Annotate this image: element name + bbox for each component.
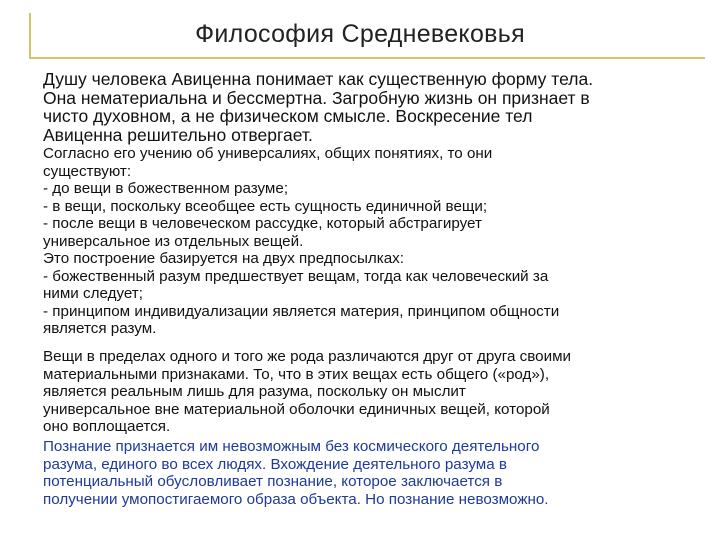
paragraph-soul: Душу человека Авиценна понимает как существенную форму тела. Она нематериальна и бессмертна. Загробную жизнь он признает в чисто духовном, а не физическом смысле. Воскресение тел Авиценна решительно отвергает. [43, 69, 594, 145]
page-title: Философия Средневековья [195, 20, 525, 48]
paragraph-cognition: Познание признается им невозможным без космического деятельного разума, единого во всех людях. Вхождение деятельного разума в потенциальный обусловливает познание, которое заключается в получении умопостигаемого образа объекта. Но познание невозможно. [43, 438, 549, 508]
paragraph-genus: Вещи в пределах одного и того же рода различаются друг от друга своими материальными признаками. То, что в этих вещах есть общего («род»), является реальным лишь для разума, поскольку он мыслит универсальное вне материальной оболочки единичных вещей, которой оно воплощается. [43, 348, 571, 436]
decorative-horizontal-rule [29, 57, 705, 59]
paragraph-universals: Согласно его учению об универсалиях, общих понятиях, то они существуют: - до вещи в божественном разуме; - в вещи, поскольку всеобщее есть сущность единичной вещи; - после вещи в человеческом рассудке, который абстрагирует универсальное из отдельных вещей. [43, 145, 493, 250]
paragraph-premises: Это построение базируется на двух предпосылках: - божественный разум предшествует вещам, тогда как человеческий за ними следует; - принципом индивидуализации является материя, принципом общности является разум. [43, 250, 560, 338]
